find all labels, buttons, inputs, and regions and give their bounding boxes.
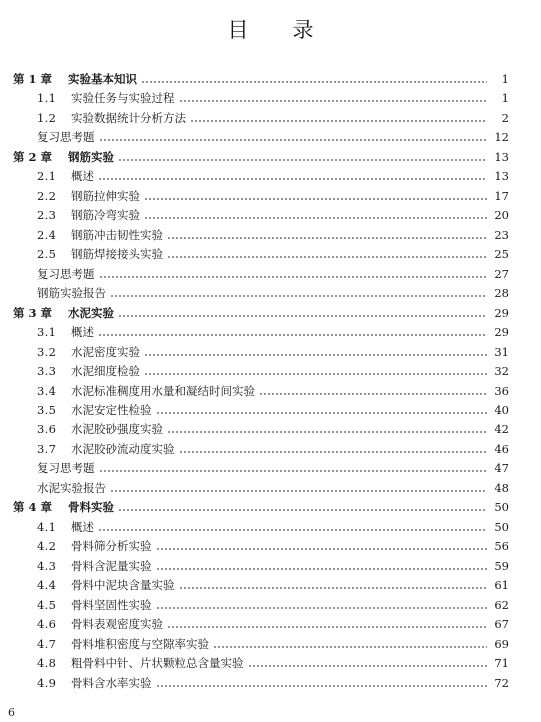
toc-section-row[interactable] bbox=[37, 438, 509, 456]
toc-section-row[interactable] bbox=[37, 165, 509, 183]
toc-entry-number: 1.1 bbox=[37, 91, 57, 106]
dot-leader bbox=[259, 393, 487, 395]
toc-entry-number: 4.5 bbox=[37, 597, 57, 612]
dot-leader bbox=[179, 100, 488, 102]
toc-entry-title: 骨料筛分析实验 bbox=[71, 539, 152, 554]
dot-leader bbox=[118, 509, 487, 511]
dot-leader bbox=[141, 81, 487, 83]
dot-leader bbox=[248, 665, 488, 667]
toc-entry-number: 4.8 bbox=[37, 656, 57, 671]
toc-section-row[interactable] bbox=[37, 516, 509, 534]
dot-leader bbox=[99, 139, 488, 141]
toc-entry-title: 实验任务与实验过程 bbox=[71, 91, 175, 106]
toc-entry-title: 骨料中泥块含量实验 bbox=[71, 578, 175, 593]
toc-entry-number: 2.2 bbox=[37, 188, 57, 203]
toc-entry-number: 4.6 bbox=[37, 617, 57, 632]
dot-leader bbox=[144, 373, 487, 375]
toc-entry-number: 4.4 bbox=[37, 578, 57, 593]
toc-entry-page: 50 bbox=[494, 519, 509, 534]
toc-section-row[interactable] bbox=[37, 594, 509, 612]
toc-entry-title: 钢筋冲击韧性实验 bbox=[71, 227, 163, 242]
toc-entry-title: 复习思考题 bbox=[37, 461, 95, 476]
toc-section-row[interactable] bbox=[37, 321, 509, 339]
toc-entry-title: 水泥密度实验 bbox=[71, 344, 140, 359]
toc-entry-title: 复习思考题 bbox=[37, 130, 95, 145]
toc-entry-number: 4.2 bbox=[37, 539, 57, 554]
toc-entry-title: 水泥实验报告 bbox=[37, 480, 106, 495]
toc-entry-number: 第 2 章 bbox=[13, 149, 53, 164]
toc-entry-page: 32 bbox=[494, 364, 509, 379]
toc-entry-title: 钢筋拉伸实验 bbox=[71, 188, 140, 203]
toc-entry-number: 2.5 bbox=[37, 247, 57, 262]
toc-entry-page: 59 bbox=[494, 558, 509, 573]
toc-entry-number: 4.1 bbox=[37, 519, 57, 534]
toc-misc-row[interactable] bbox=[37, 126, 509, 144]
toc-misc-row[interactable] bbox=[37, 477, 509, 495]
dot-leader bbox=[118, 315, 487, 317]
toc-entry-number: 3.4 bbox=[37, 383, 57, 398]
toc-section-row[interactable] bbox=[37, 360, 509, 378]
toc-entry-number: 第 3 章 bbox=[13, 305, 53, 320]
dot-leader bbox=[190, 120, 487, 122]
title-char-1: 目 bbox=[227, 18, 249, 42]
toc-section-row[interactable] bbox=[37, 418, 509, 436]
dot-leader bbox=[144, 198, 487, 200]
toc-section-row[interactable] bbox=[37, 399, 509, 417]
toc-entry-page: 47 bbox=[494, 461, 509, 476]
toc-entry-title: 实验基本知识 bbox=[68, 72, 137, 86]
toc-entry-number: 3.3 bbox=[37, 364, 57, 379]
page-number: 6 bbox=[8, 706, 15, 719]
toc-entry-page: 12 bbox=[494, 130, 509, 145]
toc-entry-page: 50 bbox=[494, 500, 509, 515]
toc-entry-title: 粗骨料中针、片状颗粒总含量实验 bbox=[71, 656, 244, 671]
toc-misc-row[interactable] bbox=[37, 263, 509, 281]
dot-leader bbox=[156, 685, 488, 687]
toc-section-row[interactable] bbox=[37, 204, 509, 222]
toc-entry-number: 2.3 bbox=[37, 208, 57, 223]
toc-entry-title: 骨料坚固性实验 bbox=[71, 597, 152, 612]
toc-entry-page: 31 bbox=[494, 344, 509, 359]
toc-entry-page: 56 bbox=[494, 539, 509, 554]
dot-leader bbox=[156, 548, 488, 550]
toc-entry-title: 骨料堆积密度与空隙率实验 bbox=[71, 636, 209, 651]
toc-entry-page: 13 bbox=[494, 169, 509, 184]
toc-entry-page: 13 bbox=[494, 149, 509, 164]
toc-chapter-row[interactable] bbox=[13, 302, 509, 320]
toc-entry-title: 水泥安定性检验 bbox=[71, 402, 152, 417]
toc-section-row[interactable] bbox=[37, 555, 509, 573]
toc-entry-page: 42 bbox=[494, 422, 509, 437]
toc-entry-number: 3.6 bbox=[37, 422, 57, 437]
toc-entry-title: 钢筋实验报告 bbox=[37, 286, 106, 301]
toc-entry-page: 29 bbox=[494, 305, 509, 320]
toc-section-row[interactable] bbox=[37, 633, 509, 651]
toc-entry-page: 69 bbox=[494, 636, 509, 651]
toc-entry-number: 4.7 bbox=[37, 636, 57, 651]
toc-section-row[interactable] bbox=[37, 185, 509, 203]
toc-entry-page: 29 bbox=[494, 325, 509, 340]
toc-entry-title: 钢筋实验 bbox=[68, 149, 114, 164]
toc-entry-page: 25 bbox=[494, 247, 509, 262]
toc-entry-title: 骨料表观密度实验 bbox=[71, 617, 163, 632]
dot-leader bbox=[98, 334, 487, 336]
toc-entry-number: 3.2 bbox=[37, 344, 57, 359]
page-title bbox=[0, 14, 541, 44]
toc-section-row[interactable] bbox=[37, 87, 509, 105]
dot-leader bbox=[167, 237, 487, 239]
toc-entry-title: 骨料含泥量实验 bbox=[71, 558, 152, 573]
toc-entry-title: 骨料含水率实验 bbox=[71, 675, 152, 690]
toc-section-row[interactable] bbox=[37, 224, 509, 242]
toc-entry-page: 36 bbox=[494, 383, 509, 398]
toc-entry-page: 17 bbox=[494, 188, 509, 203]
dot-leader bbox=[118, 159, 487, 161]
dot-leader bbox=[167, 256, 487, 258]
dot-leader bbox=[110, 490, 487, 492]
dot-leader bbox=[99, 276, 488, 278]
toc-entry-title: 钢筋焊接接头实验 bbox=[71, 247, 163, 262]
toc-entry-page: 28 bbox=[494, 286, 509, 301]
toc-entry-title: 概述 bbox=[71, 325, 94, 340]
toc-entry-title: 水泥胶砂流动度实验 bbox=[71, 441, 175, 456]
dot-leader bbox=[99, 470, 488, 472]
toc-section-row[interactable] bbox=[37, 652, 509, 670]
dot-leader bbox=[156, 412, 488, 414]
toc-entry-page: 46 bbox=[494, 441, 509, 456]
toc-chapter-row[interactable] bbox=[13, 146, 509, 164]
toc-section-row[interactable] bbox=[37, 574, 509, 592]
dot-leader bbox=[156, 607, 488, 609]
toc-misc-row[interactable] bbox=[37, 282, 509, 300]
dot-leader bbox=[179, 587, 488, 589]
toc-chapter-row[interactable] bbox=[13, 68, 509, 86]
toc-entry-number: 2.4 bbox=[37, 227, 57, 242]
toc-entry-number: 4.9 bbox=[37, 675, 57, 690]
toc-entry-title: 概述 bbox=[71, 169, 94, 184]
toc-entry-page: 20 bbox=[494, 208, 509, 223]
toc-entry-page: 61 bbox=[494, 578, 509, 593]
toc-entry-number: 1.2 bbox=[37, 110, 57, 125]
toc-entry-title: 实验数据统计分析方法 bbox=[71, 110, 186, 125]
toc-entry-page: 1 bbox=[501, 91, 509, 106]
toc-section-row[interactable] bbox=[37, 535, 509, 553]
toc-misc-row[interactable] bbox=[37, 457, 509, 475]
toc-section-row[interactable] bbox=[37, 341, 509, 359]
toc-entry-page: 2 bbox=[501, 110, 509, 125]
toc-entry-title: 水泥细度检验 bbox=[71, 364, 140, 379]
toc-entry-number: 3.5 bbox=[37, 402, 57, 417]
title-char-2: 录 bbox=[292, 18, 314, 42]
toc-entry-title: 复习思考题 bbox=[37, 266, 95, 281]
toc-entry-page: 67 bbox=[494, 617, 509, 632]
toc-section-row[interactable] bbox=[37, 107, 509, 125]
toc-entry-page: 71 bbox=[494, 656, 509, 671]
toc-entry-page: 62 bbox=[494, 597, 509, 612]
dot-leader bbox=[144, 217, 487, 219]
toc-section-row[interactable] bbox=[37, 672, 509, 690]
toc-entry-number: 第 4 章 bbox=[13, 500, 53, 515]
toc-entry-page: 27 bbox=[494, 266, 509, 281]
toc-section-row[interactable] bbox=[37, 243, 509, 261]
toc-section-row[interactable] bbox=[37, 613, 509, 631]
toc-entry-title: 骨料实验 bbox=[68, 500, 114, 515]
toc-entry-page: 1 bbox=[501, 72, 509, 86]
toc-section-row[interactable] bbox=[37, 380, 509, 398]
dot-leader bbox=[213, 646, 487, 648]
toc-chapter-row[interactable] bbox=[13, 496, 509, 514]
toc-entry-number: 2.1 bbox=[37, 169, 57, 184]
toc-entry-title: 概述 bbox=[71, 519, 94, 534]
toc-entry-page: 40 bbox=[494, 402, 509, 417]
dot-leader bbox=[110, 295, 487, 297]
toc-entry-number: 3.1 bbox=[37, 325, 57, 340]
dot-leader bbox=[167, 431, 487, 433]
dot-leader bbox=[144, 354, 487, 356]
toc-entry-title: 水泥胶砂强度实验 bbox=[71, 422, 163, 437]
dot-leader bbox=[167, 626, 487, 628]
toc-entry-title: 钢筋冷弯实验 bbox=[71, 208, 140, 223]
toc-entry-number: 第 1 章 bbox=[13, 72, 53, 86]
toc-entry-number: 3.7 bbox=[37, 441, 57, 456]
toc-entry-title: 水泥实验 bbox=[68, 305, 114, 320]
toc-entry-page: 72 bbox=[494, 675, 509, 690]
dot-leader bbox=[179, 451, 488, 453]
dot-leader bbox=[98, 529, 487, 531]
dot-leader bbox=[156, 568, 488, 570]
toc-entry-page: 48 bbox=[494, 480, 509, 495]
dot-leader bbox=[98, 178, 487, 180]
toc-entry-title: 水泥标准稠度用水量和凝结时间实验 bbox=[71, 383, 255, 398]
toc-entry-number: 4.3 bbox=[37, 558, 57, 573]
toc-entry-page: 23 bbox=[494, 227, 509, 242]
